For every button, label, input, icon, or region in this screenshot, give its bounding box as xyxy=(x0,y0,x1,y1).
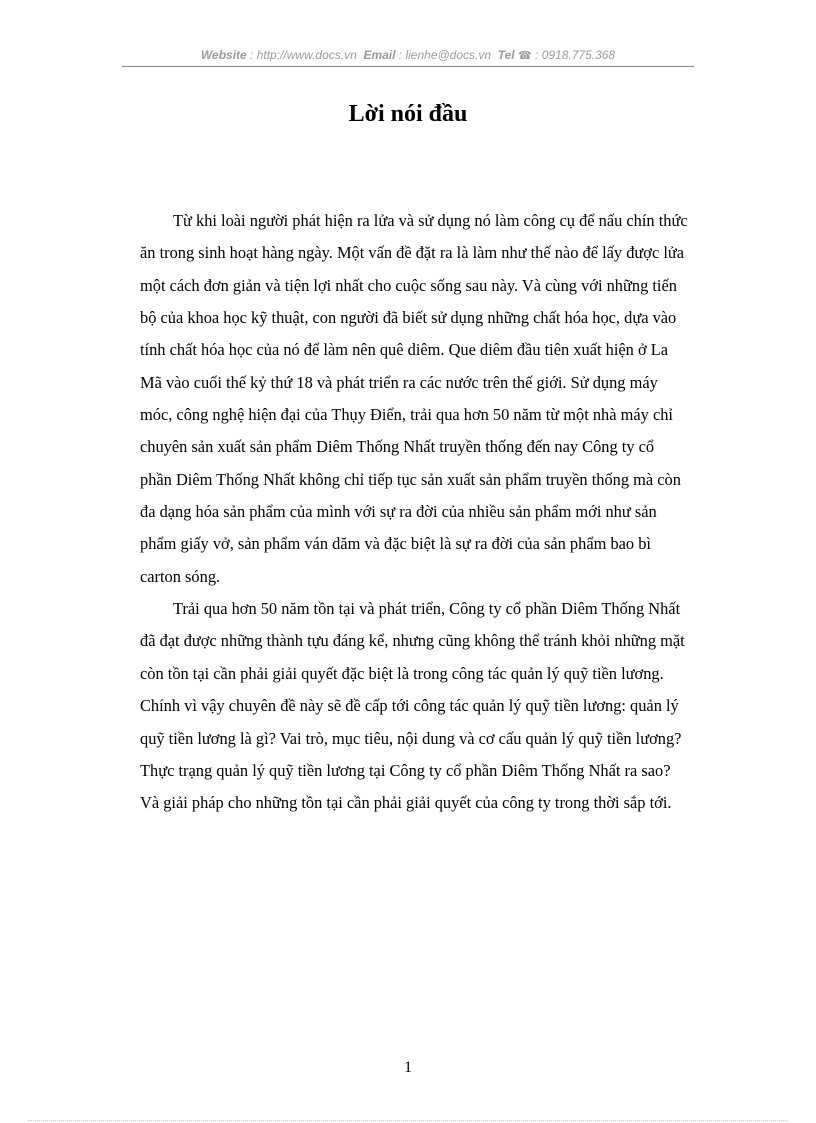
body-paragraph-1: Từ khi loài người phát hiện ra lửa và sử dụng nó làm công cụ để nấu chín thức ăn trong sinh hoạt hàng ngày. Một vấn đề đặt ra là làm như thế nào để lấy được lửa một cách đơn giản và tiện lợi nhất cho cuộc sống sau này. Và cùng với những tiến bộ của khoa học kỹ thuật, con người đã biết sử dụng những chất hóa học, dựa vào tính chất hóa học của nó để làm nên quê diêm. Que diêm đầu tiên xuất hiện ở La Mã vào cuối thế kỷ thứ 18 và phát triển ra các nước trên thế giới. Sử dụng máy móc, công nghệ hiện đại của Thụy Điển, trải qua hơn 50 năm từ một nhà máy chỉ chuyên sản xuất sản phẩm Diêm Thống Nhất truyền thống đến nay Công ty cổ phần Diêm Thống Nhất không chỉ tiếp tục sản xuất sản phẩm truyền thống mà còn đa dạng hóa sản phẩm của mình với sự ra đời của nhiều sản phẩm mới như sản phẩm giấy vở, sản phẩm ván dăm và đặc biệt là sự ra đời của sản phẩm bao bì carton sóng. xyxy=(140,211,688,586)
email-separator: : xyxy=(395,48,406,62)
tel-number: 0918.775.368 xyxy=(541,48,616,62)
tel-label: Tel xyxy=(497,48,515,62)
telephone-icon: ☎ xyxy=(517,50,532,62)
website-url[interactable]: http://www.docs.vn xyxy=(256,48,357,62)
website-separator: : xyxy=(246,48,257,62)
website-label: Website xyxy=(200,48,247,62)
email-label: Email xyxy=(363,48,396,62)
email-address[interactable]: lienhe@docs.vn xyxy=(405,48,492,62)
body-paragraph-2: Trải qua hơn 50 năm tồn tại và phát triển, Công ty cổ phần Diêm Thống Nhất đã đạt được những thành tựu đáng kể, nhưng cũng không thể tránh khỏi những mặt còn tồn tại cần phải giải quyết đặc biệt là trong công tác quản lý quỹ tiền lương. Chính vì vậy chuyên đề này sẽ đề cấp tới công tác quản lý quỹ tiền lương: quản lý quỹ tiền lương là gì? Vai trò, mục tiêu, nội dung và cơ cấu quản lý quỹ tiền lương? Thực trạng quản lý quỹ tiền lương tại Công ty cổ phần Diêm Thống Nhất ra sao? Và giải pháp cho những tồn tại cần phải giải quyết của công ty trong thời sắp tới. xyxy=(140,599,685,813)
page-number: 1 xyxy=(404,1059,412,1076)
page-header xyxy=(122,46,694,67)
tel-separator: : xyxy=(531,48,542,62)
document-title: Lời nói đầu xyxy=(348,101,468,127)
document-body xyxy=(140,205,690,820)
page-bottom-divider xyxy=(28,1120,788,1121)
